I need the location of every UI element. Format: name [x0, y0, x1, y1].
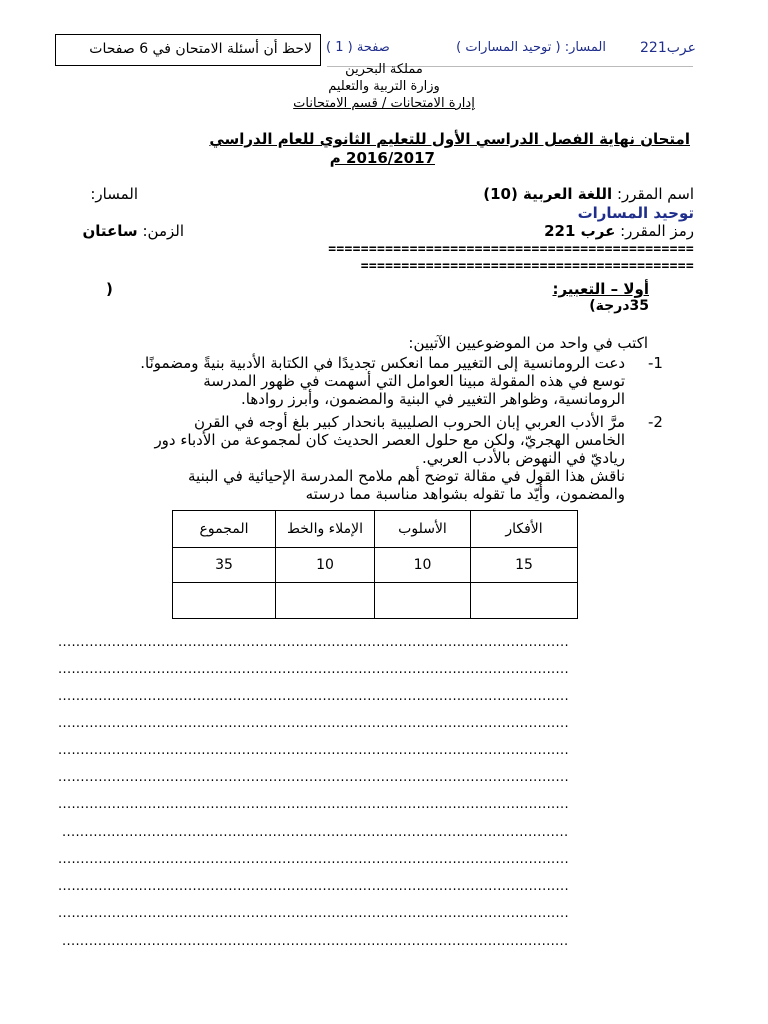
- answer-line[interactable]: ..................................................................................................................: [58, 690, 569, 704]
- answer-line[interactable]: ..................................................................................................................: [58, 853, 569, 867]
- header-style: الأسلوب: [375, 511, 471, 548]
- grading-score-row[interactable]: [173, 583, 578, 619]
- grading-max-row: [173, 548, 578, 583]
- separator-line-1: =============================================: [328, 242, 694, 257]
- course-code-value: عرب 221: [544, 222, 616, 240]
- question-2-line-2: الخامس الهجريّ، ولكن مع حلول العصر الحديث كان لمجموعة من الأدباء دور: [154, 431, 625, 449]
- answer-line[interactable]: ..................................................................................................................: [58, 907, 569, 921]
- page-number-header: صفحة ( 1 ): [326, 40, 390, 55]
- course-name-value: اللغة العربية (10): [483, 185, 613, 203]
- answer-line[interactable]: ..................................................................................................................: [58, 771, 569, 785]
- question-1: [35, 354, 625, 408]
- time-value: ساعتان: [82, 222, 138, 240]
- answer-line[interactable]: ..................................................................................................................: [58, 744, 569, 758]
- score-total[interactable]: [173, 583, 276, 619]
- question-2-number: -2: [648, 413, 663, 431]
- question-2: [35, 413, 625, 503]
- track-label: المسار:: [90, 185, 138, 203]
- question-2-line-4: ناقش هذا القول في مقالة توضح أهم ملامح المدرسة الإحيائية في البنية: [188, 467, 625, 485]
- instruction-text: اكتب في واحد من الموضوعيين الآتيين:: [408, 334, 648, 352]
- marks-open-paren: (: [106, 280, 113, 298]
- course-name-label: اسم المقرر:: [616, 185, 694, 203]
- course-code-label: رمز المقرر:: [620, 222, 694, 240]
- separator-line-2: =========================================: [360, 259, 694, 274]
- course-code-header: عرب221: [640, 40, 696, 56]
- section-heading: أولا – التعبير:: [552, 280, 649, 298]
- ministry-name: وزارة التربية والتعليم: [328, 79, 440, 94]
- answer-line[interactable]: .................................................................................................................: [62, 935, 569, 949]
- header-ideas: الأفكار: [471, 511, 578, 548]
- score-style[interactable]: [375, 583, 471, 619]
- department-name: إدارة الامتحانات / قسم الامتحانات: [293, 96, 475, 111]
- max-ideas: 15: [471, 548, 578, 583]
- question-1-number: -1: [648, 354, 663, 372]
- question-2-line-5: والمضمون، وأيّد ما تقوله بشواهد مناسبة مما درسته: [305, 485, 625, 503]
- question-1-line-3: الرومانسية، وظواهر التغيير في البنية والمضمون، وأبرز روادها.: [241, 390, 625, 408]
- course-code-row: [544, 222, 694, 240]
- header-spelling-handwriting: الإملاء والخط: [276, 511, 375, 548]
- max-style: 10: [375, 548, 471, 583]
- time-row: [82, 222, 184, 240]
- answer-line[interactable]: ..................................................................................................................: [58, 636, 569, 650]
- exam-notice-text: لاحظ أن أسئلة الامتحان في 6 صفحات: [89, 41, 312, 57]
- answer-line[interactable]: ..................................................................................................................: [58, 717, 569, 731]
- answer-line[interactable]: ..................................................................................................................: [58, 880, 569, 894]
- header-total: المجموع: [173, 511, 276, 548]
- section-marks: 35درجة): [589, 298, 649, 314]
- grading-header-row: [173, 511, 578, 548]
- answer-line[interactable]: ..................................................................................................................: [58, 663, 569, 677]
- question-2-line-1: مرَّ الأدب العربي إبان الحروب الصليبية بانحدار كبير بلغ أوجه في القرن: [193, 413, 625, 431]
- score-spelling[interactable]: [276, 583, 375, 619]
- answer-line[interactable]: ..................................................................................................................: [58, 798, 569, 812]
- course-name-row: [483, 185, 694, 203]
- exam-title-line2: 2016/2017 م: [329, 149, 435, 167]
- max-spelling: 10: [276, 548, 375, 583]
- answer-line[interactable]: .................................................................................................................: [62, 826, 569, 840]
- exam-title-line1: امتحان نهاية الفصل الدراسي الأول للتعليم الثانوي للعام الدراسي: [209, 130, 690, 148]
- track-header: المسار: ( توحيد المسارات ): [456, 40, 606, 55]
- max-total: 35: [173, 548, 276, 583]
- grading-table: [172, 510, 578, 619]
- question-1-line-2: توسع في هذه المقولة مبينا العوامل التي أسهمت في ظهور المدرسة: [203, 372, 625, 390]
- score-ideas[interactable]: [471, 583, 578, 619]
- question-2-line-3: رياديّ في النهوض بالأدب العربي.: [421, 449, 625, 467]
- question-1-line-1: دعت الرومانسية إلى التغيير مما انعكس تجديدًا في الكتابة الأدبية بنيةً ومضمونًا.: [140, 354, 625, 372]
- time-label: الزمن:: [142, 222, 184, 240]
- kingdom-name: مملكة البحرين: [345, 62, 423, 77]
- track-value: توحيد المسارات: [577, 204, 694, 222]
